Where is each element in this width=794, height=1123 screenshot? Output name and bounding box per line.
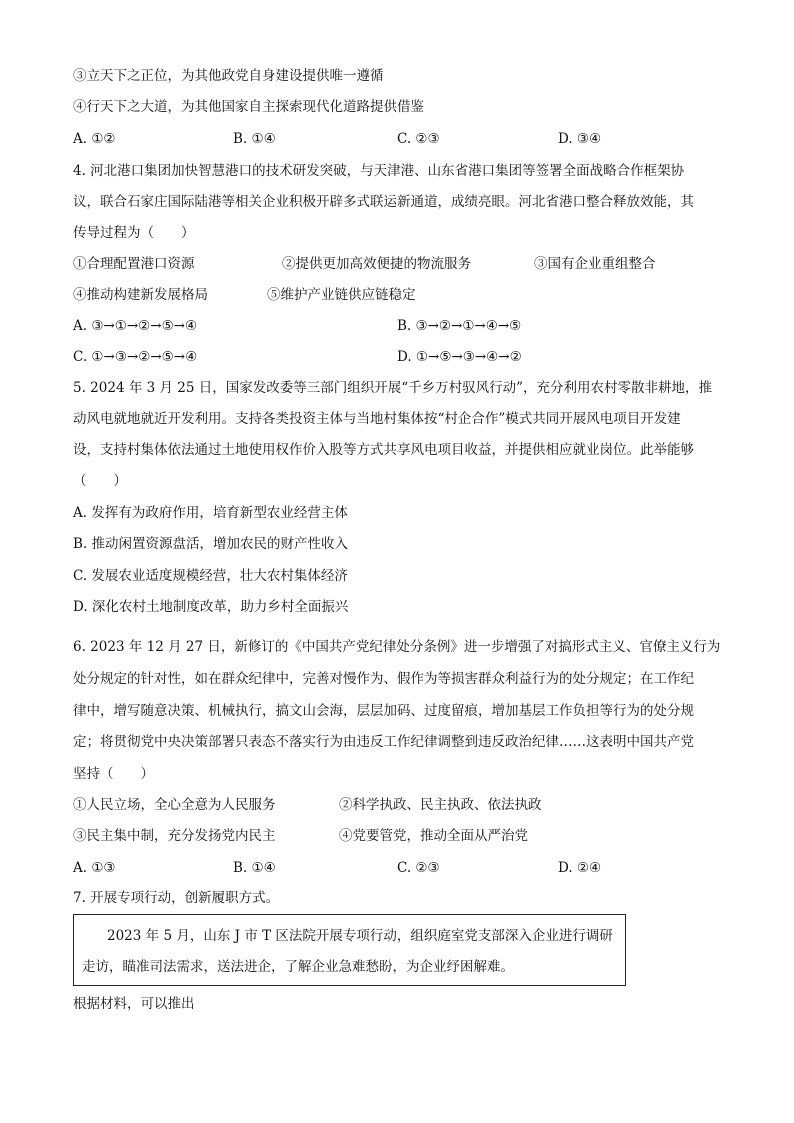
q4-option-a: A. ③→①→②→⑤→④	[73, 318, 198, 334]
q5-stem-line-3: 设，支持村集体依法通过土地使用权作价入股等方式共享风电项目收益，并提供相应就业岗位。此举能够	[73, 442, 694, 458]
q6-stem-line-1: 6. 2023 年 12 月 27 日，新修订的《中国共产党纪律处分条例》进一步增强了对搞形式主义、官僚主义行为	[73, 639, 721, 655]
q5-option-a: A. 发挥有为政府作用，培育新型农业经营主体	[73, 505, 348, 521]
q6-stem-line-5: 坚持（ ）	[73, 766, 154, 782]
q4-item-1: ①合理配置港口资源	[73, 256, 195, 272]
q4-item-2: ②提供更加高效便捷的物流服务	[282, 256, 471, 272]
q4-option-c: C. ①→③→②→⑤→④	[73, 349, 198, 365]
q4-stem-line-1: 4. 河北港口集团加快智慧港口的技术研发突破，与天津港、山东省港口集团等签署全面战略合作框架协	[73, 163, 685, 179]
q7-material-box	[73, 914, 626, 986]
q5-stem-line-4: （ ）	[73, 473, 127, 489]
q6-option-a: A. ①③	[73, 860, 116, 876]
q6-item-2: ②科学执政、民主执政、依法执政	[339, 797, 542, 813]
q6-option-c: C. ②③	[397, 860, 440, 876]
q5-stem-line-1: 5. 2024 年 3 月 25 日，国家发改委等三部门组织开展“千乡万村驭风行动”，充分利用农村零散非耕地，推	[73, 380, 713, 396]
q3-option-d: D. ③④	[558, 131, 602, 147]
q7-after-text: 根据材料，可以推出	[73, 996, 195, 1012]
q4-item-3: ③国有企业重组整合	[534, 256, 656, 272]
q4-item-4: ④推动构建新发展格局	[73, 287, 208, 303]
q3-option-a: A. ①②	[73, 131, 116, 147]
q4-option-d: D. ①→⑤→③→④→②	[397, 349, 522, 365]
q5-option-c: C. 发展农业适度规模经营，壮大农村集体经济	[73, 568, 348, 584]
q7-stem: 7. 开展专项行动，创新履职方式。	[73, 890, 280, 906]
q7-material-line-1: 2023 年 5 月，山东 J 市 T 区法院开展专项行动，组织庭室党支部深入企业进行调研	[107, 928, 613, 944]
q6-stem-line-3: 律中，增写随意决策、机械执行，搞文山会海，层层加码、过度留痕，增加基层工作负担等行为的处分规	[73, 703, 694, 719]
q6-stem-line-4: 定；将贯彻党中央决策部署只表态不落实行为由违反工作纪律调整到违反政治纪律……这表明中国共产党	[73, 734, 694, 750]
q7-material-line-2: 走访，瞄准司法需求，送法进企，了解企业急难愁盼，为企业纾困解难。	[82, 959, 514, 975]
q5-option-d: D. 深化农村土地制度改革，助力乡村全面振兴	[73, 599, 349, 615]
q5-stem-line-2: 动风电就地就近开发利用。支持各类投资主体与当地村集体按“村企合作”模式共同开展风电项目开发建	[73, 411, 681, 427]
q6-item-4: ④党要管党，推动全面从严治党	[339, 828, 528, 844]
q4-item-5: ⑤维护产业链供应链稳定	[267, 287, 416, 303]
q4-stem-line-2: 议，联合石家庄国际陆港等相关企业积极开辟多式联运新通道，成绩亮眼。河北省港口整合释放效能，其	[73, 194, 694, 210]
q3-item-4: ④行天下之大道，为其他国家自主探索现代化道路提供借鉴	[73, 99, 424, 115]
q4-option-b: B. ③→②→①→④→⑤	[397, 318, 522, 334]
q6-option-d: D. ②④	[558, 860, 602, 876]
q6-item-3: ③民主集中制，充分发扬党内民主	[73, 828, 276, 844]
q6-stem-line-2: 处分规定的针对性，如在群众纪律中，完善对慢作为、假作为等损害群众利益行为的处分规定；在工作纪	[73, 671, 694, 687]
q3-item-3: ③立天下之正位，为其他政党自身建设提供唯一遵循	[73, 68, 384, 84]
q5-option-b: B. 推动闲置资源盘活，增加农民的财产性收入	[73, 536, 349, 552]
q6-item-1: ①人民立场，全心全意为人民服务	[73, 797, 276, 813]
q4-stem-line-3: 传导过程为（ ）	[73, 225, 195, 241]
q3-option-c: C. ②③	[397, 131, 440, 147]
q3-option-b: B. ①④	[233, 131, 276, 147]
q6-option-b: B. ①④	[233, 860, 276, 876]
